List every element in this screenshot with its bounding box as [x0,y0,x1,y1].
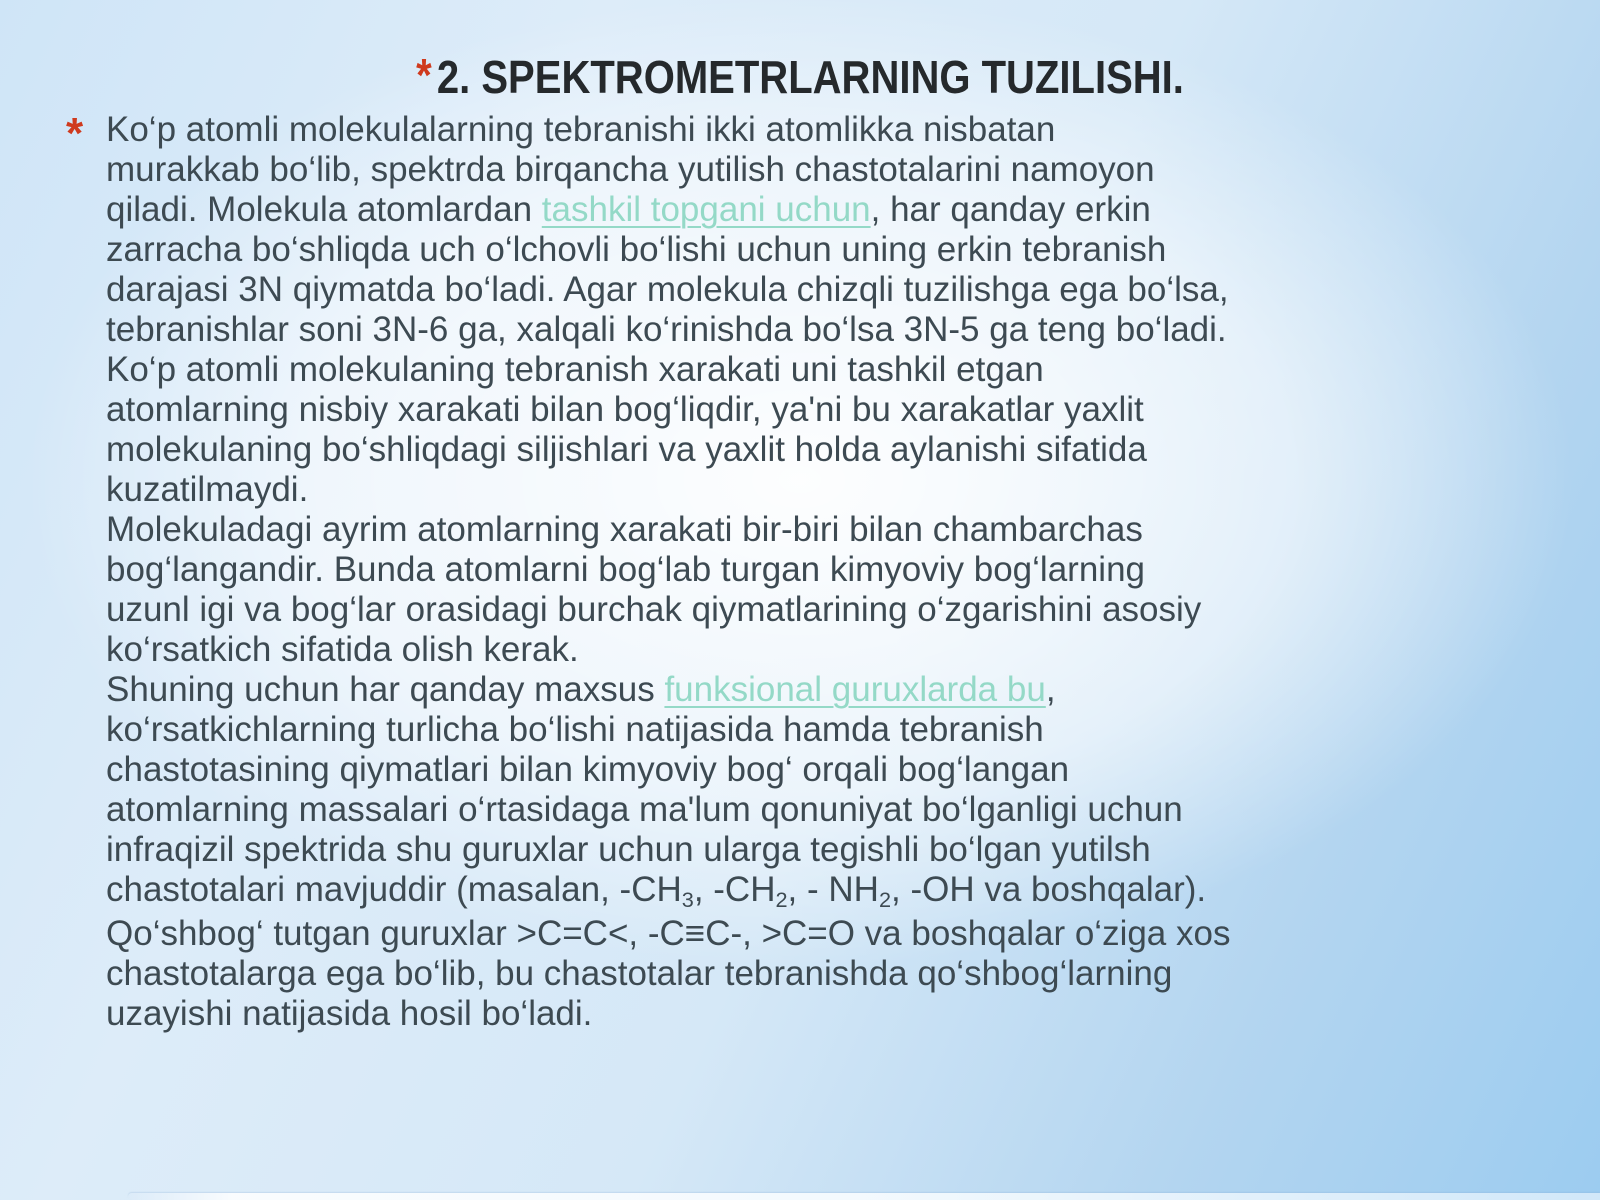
body-line [106,994,1230,1034]
text-segment: infraqizil spektrida shu guruxlar uchun ularga tegishli bo‘lgan yutilsh [106,830,1151,869]
text-segment: bog‘langandir. Bunda atomlarni bog‘lab turgan kimyoviy bog‘larning [106,550,1145,589]
body-line [106,954,1230,994]
body-line [106,710,1230,750]
text-segment: kuzatilmaydi. [106,470,309,509]
body-line [106,630,1230,670]
body-line [106,150,1230,190]
text-segment: darajasi 3N qiymatda bo‘ladi. Agar molekula chizqli tuzilishga ega bo‘lsa, [106,270,1229,309]
body-line [106,790,1230,830]
text-segment: Ko‘p atomli molekulaning tebranish xarakati uni tashkil etgan [106,350,1044,389]
text-segment: ko‘rsatkichlarning turlicha bo‘lishi natijasida hamda tebranish [106,710,1044,749]
text-segment: , har qanday erkin [870,190,1151,229]
subscript-text: 2 [878,887,891,913]
body-line [106,830,1230,870]
text-segment: ko‘rsatkich sifatida olish kerak. [106,630,579,669]
text-segment: Qo‘shbog‘ tutgan guruxlar >C=C<, -C≡C-, >C=O va boshqalar o‘ziga xos [106,914,1231,953]
text-segment: murakkab bo‘lib, spektrda birqancha yutilish chastotalarini namoyon [106,150,1155,189]
text-segment: chastotasining qiymatlari bilan kimyoviy bog‘ orqali bog‘langan [106,750,1070,789]
body-paragraph [106,110,1230,1034]
text-segment: qiladi. Molekula atomlardan [106,190,542,229]
body-line [106,470,1230,510]
text-segment: , [1045,670,1056,709]
subscript-text: 3 [681,887,694,913]
body-line [106,670,1230,710]
body-line [106,270,1230,310]
text-segment: zarracha bo‘shliqda uch o‘lchovli bo‘lishi uchun uning erkin tebranish [106,230,1167,269]
body-line [106,390,1230,430]
text-segment: , - NH [787,870,879,909]
title-bullet-asterisk-icon: * [416,49,432,101]
text-segment: chastotalarga ega bo‘lib, bu chastotalar tebranishda qo‘shbog‘larning [106,954,1173,993]
link-funksional-guruxlarda-bu[interactable]: funksional guruxlarda bu [664,670,1046,709]
text-segment: atomlarning massalari o‘rtasidaga ma'lum qonuniyat bo‘lganligi uchun [106,790,1183,829]
text-segment: uzunl igi va bog‘lar orasidagi burchak qiymatlarining o‘zgarishini asosiy [106,590,1202,629]
text-segment: chastotalari mavjuddir (masalan, -CH [106,870,682,909]
body-line [106,590,1230,630]
body-line [106,914,1230,954]
text-segment: atomlarning nisbiy xarakati bilan bog‘liqdir, ya'ni bu xarakatlar yaxlit [106,390,1144,429]
text-segment: , -OH va boshqalar). [891,870,1207,909]
body-line [106,110,1230,150]
body-line [106,310,1230,350]
page-title: 2. SPEKTROMETRLARNING TUZILISHI. [436,51,1184,103]
text-segment: molekulaning bo‘shliqdagi siljishlari va yaxlit holda aylanishi sifatida [106,430,1147,469]
text-segment: Molekuladagi ayrim atomlarning xarakati bir-biri bilan chambarchas [106,510,1143,549]
body-line [106,870,1230,914]
link-tashkil-topgani-uchun[interactable]: tashkil topgani uchun [541,190,871,229]
subscript-text: 2 [775,887,788,913]
text-segment: uzayishi natijasida hosil bo‘ladi. [106,994,593,1033]
body-line [106,350,1230,390]
body-line [106,430,1230,470]
text-segment: , -CH [693,870,776,909]
text-segment: Shuning uchun har qanday maxsus [106,670,665,709]
text-segment: Ko‘p atomli molekulalarning tebranishi ikki atomlikka nisbatan [106,110,1056,149]
body-line [106,510,1230,550]
body-line [106,230,1230,270]
bottom-decorative-strip [128,1193,1600,1200]
body-bullet-asterisk-icon: * [66,109,84,158]
body-line [106,550,1230,590]
body-line [106,750,1230,790]
body-line [106,190,1230,230]
text-segment: tebranishlar soni 3N-6 ga, xalqali ko‘rinishda bo‘lsa 3N-5 ga teng bo‘ladi. [106,310,1227,349]
body-text-block [0,110,1600,1034]
slide-title-row [104,50,1496,104]
